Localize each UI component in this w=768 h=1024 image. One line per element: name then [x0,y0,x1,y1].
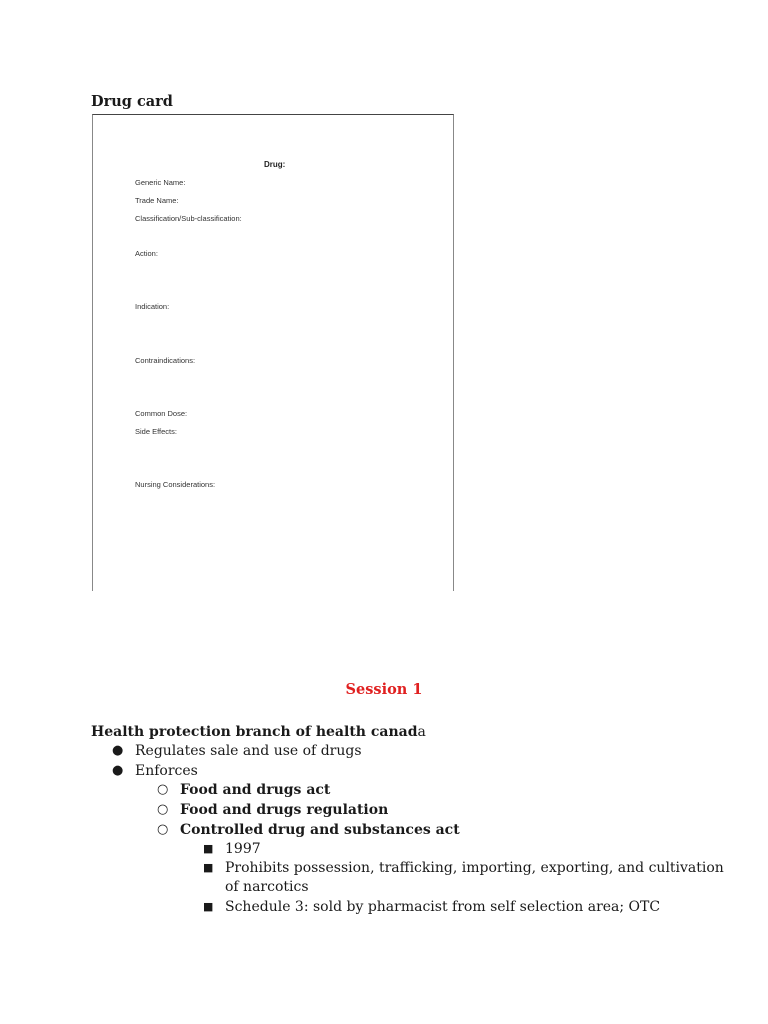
card-field-nursing-considerations: Nursing Considerations: [135,480,216,489]
card-drug-title: Drug: [264,160,286,169]
list-item: Food and drugs act [180,782,331,798]
bullet-square-icon: ■ [203,861,214,874]
list-item: Schedule 3: sold by pharmacist from self selection area; OTC [225,899,661,915]
bullet-square-icon: ■ [203,842,214,855]
drug-card-heading: Drug card [91,93,173,110]
bullet-circle-icon: ○ [157,802,169,817]
bullet-circle-icon: ○ [157,782,169,797]
card-field-classification: Classification/Sub-classification: [135,214,242,223]
list-item: Food and drugs regulation [180,802,389,818]
bullet-square-icon: ■ [203,900,214,913]
session-title: Session 1 [345,681,423,698]
section-heading-bold: Health protection branch of health canad [91,724,418,740]
section-heading [91,722,426,742]
bullet-disc-icon: ● [112,763,124,778]
list-item: Controlled drug and substances act [180,822,460,838]
list-item: Prohibits possession, trafficking, importing, exporting, and cultivation [225,860,724,876]
bullet-circle-icon: ○ [157,822,169,837]
list-item: Regulates sale and use of drugs [135,743,362,759]
card-field-side-effects: Side Effects: [135,427,177,436]
card-field-trade-name: Trade Name: [135,196,179,205]
list-item: 1997 [225,841,261,857]
card-field-common-dose: Common Dose: [135,409,188,418]
card-field-contraindications: Contraindications: [135,356,196,365]
list-item: Enforces [135,763,198,779]
bullet-disc-icon: ● [112,743,124,758]
card-field-generic-name: Generic Name: [135,178,186,187]
card-field-action: Action: [135,249,158,258]
list-item-continuation: of narcotics [225,879,309,895]
card-field-indication: Indication: [135,302,170,311]
drug-card-template-image [92,114,454,591]
section-heading-tail: a [417,724,426,740]
